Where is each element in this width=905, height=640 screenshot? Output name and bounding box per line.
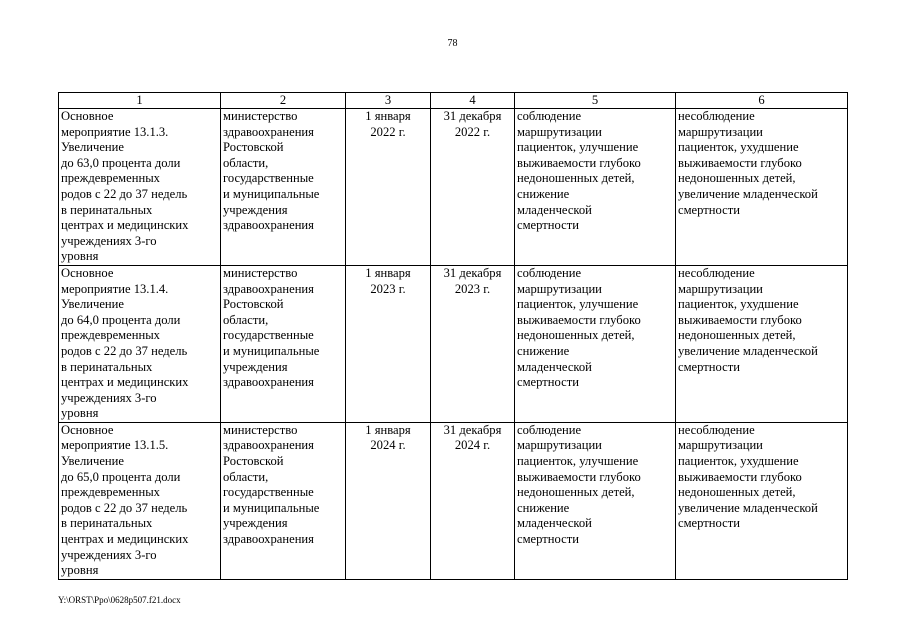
- cell-text-line: центрах и медицинских: [61, 218, 189, 233]
- cell-text-line: маршрутизации: [678, 438, 763, 453]
- cell-text-line: несоблюдение: [678, 422, 755, 437]
- noncompliance-effect-cell: [676, 422, 848, 579]
- executor-cell: [221, 265, 346, 422]
- measures-table: [58, 92, 848, 580]
- cell-text-line: 2023 г.: [454, 281, 491, 296]
- cell-text-line: государственные: [223, 485, 314, 500]
- start-date-cell: [346, 422, 431, 579]
- cell-text-line: здравоохранения: [223, 124, 314, 139]
- cell-text-line: области,: [223, 312, 269, 327]
- cell-text-line: родов с 22 до 37 недель: [61, 500, 188, 515]
- compliance-effect-cell: [515, 265, 676, 422]
- table-row: [59, 265, 848, 422]
- cell-text-line: и муниципальные: [223, 500, 320, 515]
- cell-text-line: уровня: [61, 563, 99, 578]
- cell-text-line: Ростовской: [223, 297, 284, 312]
- cell-text-line: государственные: [223, 328, 314, 343]
- cell-text-line: увеличение младенческой: [678, 500, 818, 515]
- cell-text-line: смертности: [678, 516, 740, 531]
- cell-text-line: в перинатальных: [61, 202, 153, 217]
- table-header-row: [59, 93, 848, 109]
- cell-text-line: 2024 г.: [454, 438, 491, 453]
- cell-text-line: области,: [223, 155, 269, 170]
- cell-text-line: Основное: [61, 422, 114, 437]
- compliance-effect-cell: [515, 422, 676, 579]
- cell-text-line: младенческой: [517, 359, 592, 374]
- cell-text-line: 2024 г.: [370, 438, 406, 453]
- cell-text-line: пациенток, ухудшение: [678, 140, 799, 155]
- cell-text-line: 2023 г.: [370, 281, 406, 296]
- table-row: [59, 422, 848, 579]
- cell-text-line: несоблюдение: [678, 265, 755, 280]
- cell-text-line: Основное: [61, 265, 114, 280]
- cell-text-line: до 65,0 процента доли: [61, 469, 181, 484]
- cell-text-line: министерство: [223, 422, 298, 437]
- cell-text-line: выживаемости глубоко: [678, 312, 802, 327]
- column-header: 4: [431, 93, 515, 109]
- cell-text-line: и муниципальные: [223, 343, 320, 358]
- cell-text-line: пациенток, ухудшение: [678, 454, 799, 469]
- start-date-cell: [346, 265, 431, 422]
- compliance-effect-cell: [515, 109, 676, 266]
- cell-text-line: 31 декабря: [443, 422, 502, 437]
- cell-text-line: недоношенных детей,: [678, 328, 796, 343]
- measure-cell: [59, 422, 221, 579]
- cell-text-line: Увеличение: [61, 140, 124, 155]
- column-header: 2: [221, 93, 346, 109]
- cell-text-line: уровня: [61, 406, 99, 421]
- cell-text-line: здравоохранения: [223, 438, 314, 453]
- cell-text-line: учреждениях 3-го: [61, 233, 157, 248]
- cell-text-line: увеличение младенческой: [678, 343, 818, 358]
- executor-cell: [221, 109, 346, 266]
- executor-cell: [221, 422, 346, 579]
- cell-text-line: в перинатальных: [61, 359, 153, 374]
- cell-text-line: 1 января: [365, 422, 411, 437]
- end-date-cell: [431, 109, 515, 266]
- cell-text-line: области,: [223, 469, 269, 484]
- cell-text-line: снижение: [517, 500, 570, 515]
- cell-text-line: 2022 г.: [454, 124, 491, 139]
- cell-text-line: Ростовской: [223, 140, 284, 155]
- cell-text-line: выживаемости глубоко: [678, 155, 802, 170]
- cell-text-line: до 64,0 процента доли: [61, 312, 181, 327]
- page-number: 78: [447, 38, 458, 49]
- column-header: 1: [59, 93, 221, 109]
- cell-text-line: учреждениях 3-го: [61, 390, 157, 405]
- cell-text-line: центрах и медицинских: [61, 375, 189, 390]
- cell-text-line: пациенток, улучшение: [517, 454, 639, 469]
- cell-text-line: недоношенных детей,: [517, 171, 635, 186]
- cell-text-line: мероприятие 13.1.4.: [61, 281, 169, 296]
- cell-text-line: смертности: [678, 202, 740, 217]
- column-header: 5: [515, 93, 676, 109]
- cell-text-line: мероприятие 13.1.3.: [61, 124, 169, 139]
- cell-text-line: соблюдение: [517, 109, 582, 123]
- cell-text-line: Увеличение: [61, 297, 124, 312]
- cell-text-line: учреждения: [223, 516, 288, 531]
- cell-text-line: Ростовской: [223, 454, 284, 469]
- cell-text-line: учреждения: [223, 202, 288, 217]
- cell-text-line: до 63,0 процента доли: [61, 155, 181, 170]
- file-path-footer: Y:\ORST\Ppo\0628p507.f21.docx: [58, 595, 181, 605]
- measure-cell: [59, 109, 221, 266]
- noncompliance-effect-cell: [676, 109, 848, 266]
- cell-text-line: 1 января: [365, 109, 411, 123]
- cell-text-line: Увеличение: [61, 454, 124, 469]
- cell-text-line: мероприятие 13.1.5.: [61, 438, 169, 453]
- cell-text-line: учреждениях 3-го: [61, 547, 157, 562]
- cell-text-line: увеличение младенческой: [678, 186, 818, 201]
- cell-text-line: недоношенных детей,: [517, 328, 635, 343]
- cell-text-line: пациенток, улучшение: [517, 297, 639, 312]
- cell-text-line: преждевременных: [61, 328, 160, 343]
- measure-cell: [59, 265, 221, 422]
- column-header: 3: [346, 93, 431, 109]
- cell-text-line: в перинатальных: [61, 516, 153, 531]
- cell-text-line: здравоохранения: [223, 218, 314, 233]
- cell-text-line: соблюдение: [517, 422, 582, 437]
- cell-text-line: недоношенных детей,: [678, 485, 796, 500]
- end-date-cell: [431, 265, 515, 422]
- cell-text-line: пациенток, улучшение: [517, 140, 639, 155]
- cell-text-line: Основное: [61, 109, 114, 123]
- table-row: [59, 109, 848, 266]
- cell-text-line: снижение: [517, 186, 570, 201]
- cell-text-line: недоношенных детей,: [517, 485, 635, 500]
- cell-text-line: учреждения: [223, 359, 288, 374]
- cell-text-line: здравоохранения: [223, 375, 314, 390]
- cell-text-line: смертности: [678, 359, 740, 374]
- cell-text-line: снижение: [517, 343, 570, 358]
- cell-text-line: и муниципальные: [223, 186, 320, 201]
- cell-text-line: здравоохранения: [223, 532, 314, 547]
- cell-text-line: маршрутизации: [517, 438, 602, 453]
- start-date-cell: [346, 109, 431, 266]
- cell-text-line: младенческой: [517, 516, 592, 531]
- cell-text-line: выживаемости глубоко: [517, 469, 641, 484]
- cell-text-line: выживаемости глубоко: [678, 469, 802, 484]
- cell-text-line: здравоохранения: [223, 281, 314, 296]
- cell-text-line: министерство: [223, 265, 298, 280]
- end-date-cell: [431, 422, 515, 579]
- cell-text-line: выживаемости глубоко: [517, 155, 641, 170]
- cell-text-line: маршрутизации: [517, 281, 602, 296]
- cell-text-line: маршрутизации: [678, 281, 763, 296]
- cell-text-line: выживаемости глубоко: [517, 312, 641, 327]
- cell-text-line: государственные: [223, 171, 314, 186]
- cell-text-line: родов с 22 до 37 недель: [61, 343, 188, 358]
- cell-text-line: маршрутизации: [517, 124, 602, 139]
- cell-text-line: министерство: [223, 109, 298, 123]
- cell-text-line: 1 января: [365, 265, 411, 280]
- cell-text-line: младенческой: [517, 202, 592, 217]
- noncompliance-effect-cell: [676, 265, 848, 422]
- cell-text-line: недоношенных детей,: [678, 171, 796, 186]
- cell-text-line: преждевременных: [61, 171, 160, 186]
- cell-text-line: смертности: [517, 375, 579, 390]
- cell-text-line: преждевременных: [61, 485, 160, 500]
- cell-text-line: 31 декабря: [443, 265, 502, 280]
- cell-text-line: маршрутизации: [678, 124, 763, 139]
- cell-text-line: центрах и медицинских: [61, 532, 189, 547]
- cell-text-line: пациенток, ухудшение: [678, 297, 799, 312]
- column-header: 6: [676, 93, 848, 109]
- cell-text-line: несоблюдение: [678, 109, 755, 123]
- cell-text-line: смертности: [517, 218, 579, 233]
- cell-text-line: 2022 г.: [370, 124, 406, 139]
- cell-text-line: смертности: [517, 532, 579, 547]
- cell-text-line: родов с 22 до 37 недель: [61, 186, 188, 201]
- cell-text-line: 31 декабря: [443, 109, 502, 123]
- cell-text-line: уровня: [61, 249, 99, 264]
- cell-text-line: соблюдение: [517, 265, 582, 280]
